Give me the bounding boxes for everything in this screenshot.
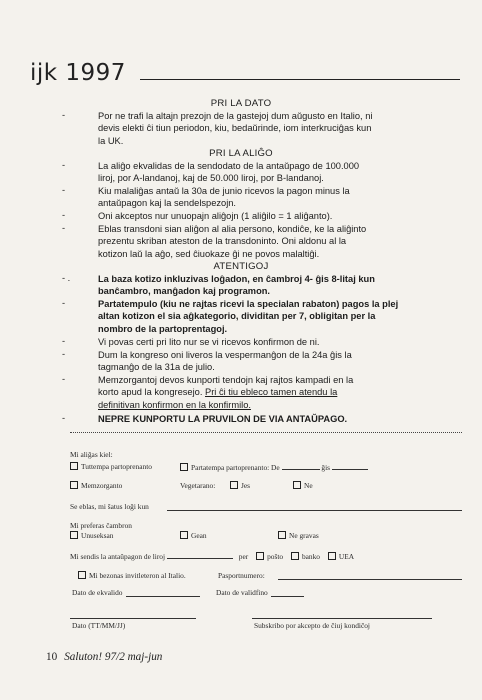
option-label: banko [301, 552, 320, 561]
item-baza-kotizo [98, 273, 464, 298]
checkbox-ne-gravas[interactable] [278, 531, 286, 539]
page-number: 10 [46, 651, 58, 663]
item-line: Por ne trafi la altajn prezojn de la gastejoj dum aŭgusto en Italio, ni [98, 111, 373, 121]
option-ne[interactable] [293, 481, 313, 490]
bullet-dash: - [62, 110, 66, 120]
field-dato[interactable] [70, 618, 196, 619]
option-memzorganto[interactable] [70, 481, 122, 490]
option-label: Partatempa partoprenanto: De [191, 463, 280, 472]
item-line: nombro de la partoprentagoj. [98, 323, 228, 334]
item-line: Partatempulo (kiu ne rajtas ricevi la specialan rabaton) pagos la plej [98, 299, 399, 309]
option-partatempa[interactable] [180, 462, 368, 472]
option-label: UEA [338, 552, 355, 561]
section-heading-atentigoj: ATENTIGOJ [213, 261, 269, 272]
item-line: antaŭpagon kaj la sendelspezojn. [98, 198, 237, 209]
item-line [98, 386, 464, 398]
item-partatempulo [98, 298, 464, 335]
checkbox-posto[interactable] [256, 552, 264, 560]
item-memzorgantoj [98, 374, 464, 411]
item-line: prezentu skriban ateston de la transdoninto. Oni aldonu al la [98, 236, 347, 247]
item-line: liroj, por A-landanoj, kaj de 50.000 liroj, por B-landanoj. [98, 173, 324, 184]
option-invitletero[interactable] [78, 571, 186, 580]
item-vespermango [98, 349, 464, 374]
checkbox-memzorganto[interactable] [70, 481, 78, 489]
item-lito [98, 336, 464, 348]
label-se-eblas: Se eblas, mi ŝatus loĝi kun [70, 502, 149, 511]
underlined-text: Pri ĉi tiu ebleco tamen atendu la [205, 387, 338, 398]
item-line: banĉambro, manĝadon kaj programon. [98, 286, 271, 297]
page-footer [46, 651, 162, 663]
checkbox-unuseksan[interactable] [70, 531, 78, 539]
checkbox-tuttempa[interactable] [70, 462, 78, 470]
option-gean[interactable] [180, 531, 207, 540]
item-line: La baza kotizo inkluzivas loĝadon, en ĉambroj 4- ĝis 8-litaj kun [98, 274, 375, 284]
item-line: NEPRE KUNPORTU LA PRUVILON DE VIA ANTAŬPAGO. [98, 414, 348, 424]
option-ne-gravas[interactable] [278, 531, 319, 540]
form-label-mi-aligas: Mi aliĝas kiel: [70, 450, 113, 459]
checkbox-jes[interactable] [230, 481, 238, 489]
item-line: Kiu malaliĝas antaŭ la 30a de junio ricevos la pagon minus la [98, 186, 350, 196]
label-mi-preferas: Mi preferas ĉambron [70, 521, 132, 530]
item-dato [98, 110, 464, 147]
bullet-dash: - [62, 336, 66, 346]
item-line: Eblas transdoni sian aliĝon al alia persono, kondiĉe, ke la aliĝinto [98, 224, 367, 234]
bullet-dash: - [62, 223, 66, 233]
item-line: Oni akceptos nur unuopajn aliĝojn (1 aliĝilo = 1 aliĝanto). [98, 211, 333, 221]
field-logi-kun[interactable] [167, 510, 462, 511]
label-dato-validfino: Dato de validfino [216, 588, 271, 597]
field-label: ĝis [321, 463, 330, 472]
label-pasportnumero: Pasportnumero: [218, 571, 265, 580]
item-nepre [98, 413, 464, 425]
item-line: tagmanĝo de la 31a de julio. [98, 362, 215, 373]
field-de[interactable] [282, 462, 320, 470]
option-label: Memzorganto [81, 481, 123, 490]
header-rule [140, 79, 460, 80]
item-line: Dum la kongreso oni liveros la vespermanĝon de la 24a ĝis la [98, 350, 352, 360]
option-label: Mi bezonas invitleteron al Italio. [89, 571, 186, 580]
label-subskribo: Subskribo por akcepto de ĉiuj kondiĉoj [254, 621, 370, 630]
bullet-dash: - [62, 413, 66, 423]
bullet-dash: - [62, 160, 66, 170]
label-dato-ttmmjj: Dato (TT/MM/JJ) [72, 621, 126, 630]
checkbox-invitletero[interactable] [78, 571, 86, 579]
item-line: la UK. [98, 135, 124, 146]
checkbox-banko[interactable] [291, 552, 299, 560]
item-ekvalido [98, 160, 464, 185]
field-label: Mi sendis la antaŭpagon de liroj [70, 552, 166, 561]
item-line: devis elekti ĉi tiun periodon, kiu, bedaŭrinde, iom interkruciĝas kun [98, 123, 372, 134]
bullet-dash: - [62, 210, 66, 220]
option-label: poŝto [267, 552, 284, 561]
item-unuopaj [98, 210, 464, 222]
bullet-dash: - [62, 185, 66, 195]
item-line: kotizon laŭ la aĝo, sed ĉiuokaze ĝi ne povos malaltiĝi. [98, 248, 320, 259]
bullet-dash: - . [62, 273, 71, 283]
field-liroj[interactable] [167, 551, 233, 559]
field-pasportnumero[interactable] [278, 579, 462, 580]
checkbox-gean[interactable] [180, 531, 188, 539]
field-label: per [238, 552, 249, 561]
option-tuttempa[interactable] [70, 462, 152, 471]
field-gis[interactable] [332, 462, 368, 470]
label-vegetarano: Vegetarano: [180, 481, 216, 490]
label-dato-ekvalido: Dato de ekvalido [72, 588, 126, 597]
checkbox-ne[interactable] [293, 481, 301, 489]
row-antaupago [70, 551, 354, 561]
bullet-dash: - [62, 298, 66, 308]
bullet-dash: - [62, 349, 66, 359]
bullet-dash: - [62, 374, 66, 384]
item-line: altan kotizon el sia aĝkategorio, dividitan per 7, obligitan per la [98, 311, 376, 322]
checkbox-uea[interactable] [328, 552, 336, 560]
section-heading-aligo: PRI LA ALIĜO [209, 148, 273, 159]
item-malaligo [98, 185, 464, 210]
magazine-issue: Saluton! 97/2 maj-jun [64, 651, 163, 663]
item-transdoni [98, 223, 464, 260]
underlined-text: definitivan konfirmon en la konfirmilo. [98, 399, 251, 410]
option-label: Ne [304, 481, 313, 490]
option-label: Ne gravas [289, 531, 319, 540]
dotted-separator [70, 432, 462, 433]
option-label: Gean [191, 531, 207, 540]
item-line: La aliĝo ekvalidas de la sendodato de la antaŭpago de 100.000 [98, 161, 360, 171]
field-subskribo[interactable] [252, 618, 432, 619]
item-text: korto apud la kongresejo. [98, 387, 203, 398]
checkbox-partatempa[interactable] [180, 463, 188, 471]
option-label: Unuseksan [81, 531, 114, 540]
section-heading-dato: PRI LA DATO [210, 98, 272, 109]
option-label: Tuttempa partoprenanto [81, 462, 152, 471]
option-label: Jes [241, 481, 251, 490]
item-line: Vi povas certi pri lito nur se vi ricevos konfirmon de ni. [98, 337, 320, 347]
option-jes[interactable] [230, 481, 250, 490]
option-unuseksan[interactable] [70, 531, 113, 540]
ijk-logo: ijk 1997 [30, 60, 126, 86]
item-line: Memzorgantoj devos kunporti tendojn kaj rajtos kampadi en la [98, 375, 354, 385]
